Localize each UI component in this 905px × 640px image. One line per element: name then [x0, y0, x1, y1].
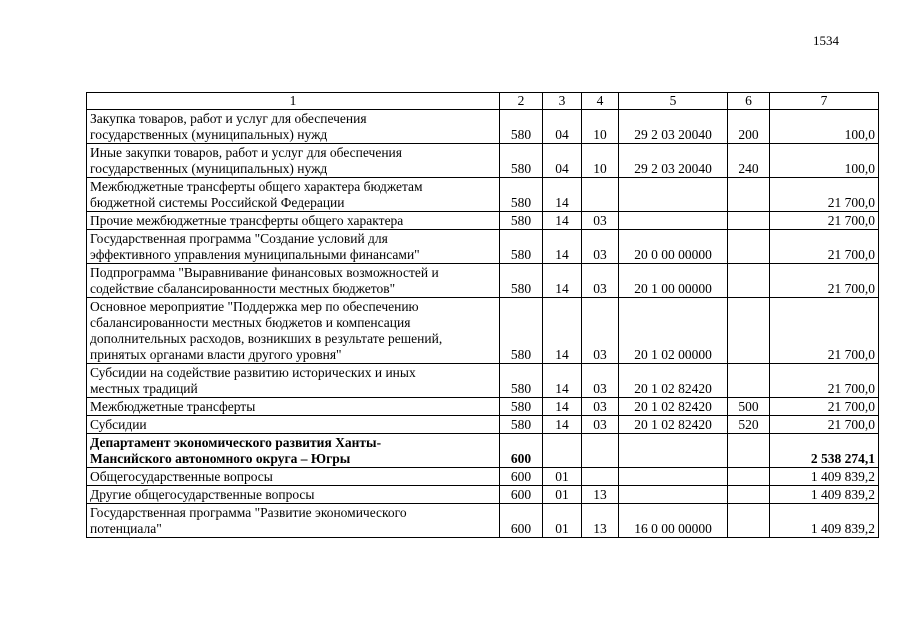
header-col-1: 1 — [87, 93, 500, 110]
cell-c6 — [728, 504, 770, 538]
cell-name-line: местных традиций — [90, 381, 198, 396]
cell-c3: 01 — [543, 468, 582, 486]
cell-name-line: бюджетной системы Российской Федерации — [90, 195, 345, 210]
cell-c7: 21 700,0 — [770, 212, 879, 230]
cell-name-line: Подпрограмма "Выравнивание финансовых возможностей и — [90, 265, 439, 280]
table-row — [87, 230, 879, 264]
cell-c3: 14 — [543, 178, 582, 212]
cell-name — [87, 504, 500, 538]
table-row — [87, 178, 879, 212]
cell-c7: 21 700,0 — [770, 264, 879, 298]
cell-c3: 14 — [543, 398, 582, 416]
cell-name-line: Межбюджетные трансферты общего характера бюджетам — [90, 179, 423, 194]
table-row — [87, 110, 879, 144]
cell-name — [87, 364, 500, 398]
cell-c2: 580 — [500, 110, 543, 144]
cell-name — [87, 298, 500, 364]
cell-c4: 13 — [582, 486, 619, 504]
cell-c4 — [582, 434, 619, 468]
cell-c2: 580 — [500, 298, 543, 364]
cell-c2: 580 — [500, 398, 543, 416]
table-row — [87, 434, 879, 468]
cell-c4: 03 — [582, 416, 619, 434]
cell-name — [87, 144, 500, 178]
cell-name — [87, 434, 500, 468]
cell-name — [87, 264, 500, 298]
cell-c7: 100,0 — [770, 144, 879, 178]
cell-c6: 200 — [728, 110, 770, 144]
cell-c4: 13 — [582, 504, 619, 538]
table-row — [87, 212, 879, 230]
cell-c5: 20 1 02 82420 — [619, 416, 728, 434]
page-number: 1534 — [813, 33, 839, 48]
cell-c4: 10 — [582, 144, 619, 178]
cell-c5: 20 1 02 82420 — [619, 364, 728, 398]
cell-name-line: государственных (муниципальных) нужд — [90, 127, 328, 142]
cell-name-line: Межбюджетные трансферты — [90, 399, 256, 414]
cell-c7: 21 700,0 — [770, 230, 879, 264]
cell-c4: 03 — [582, 230, 619, 264]
cell-name-line: Общегосударственные вопросы — [90, 469, 273, 484]
cell-c6 — [728, 298, 770, 364]
cell-c6 — [728, 364, 770, 398]
table-row — [87, 298, 879, 364]
table-row — [87, 364, 879, 398]
cell-c4: 10 — [582, 110, 619, 144]
header-col-2: 2 — [500, 93, 543, 110]
cell-name-line: Государственная программа "Создание условий для — [90, 231, 388, 246]
cell-name-line: Государственная программа "Развитие экономического — [90, 505, 407, 520]
cell-c5: 20 1 00 00000 — [619, 264, 728, 298]
cell-name-line: Другие общегосударственные вопросы — [90, 487, 315, 502]
cell-c6 — [728, 468, 770, 486]
cell-c6 — [728, 178, 770, 212]
cell-c7: 21 700,0 — [770, 416, 879, 434]
cell-c5: 20 1 02 82420 — [619, 398, 728, 416]
cell-c2: 580 — [500, 416, 543, 434]
cell-c5 — [619, 486, 728, 504]
cell-c6: 500 — [728, 398, 770, 416]
table-header-row — [87, 93, 879, 110]
cell-c2: 580 — [500, 264, 543, 298]
cell-c7: 21 700,0 — [770, 298, 879, 364]
cell-name-line: Иные закупки товаров, работ и услуг для обеспечения — [90, 145, 402, 160]
cell-c4: 03 — [582, 398, 619, 416]
cell-c7: 2 538 274,1 — [770, 434, 879, 468]
cell-name — [87, 416, 500, 434]
cell-c2: 600 — [500, 486, 543, 504]
cell-c7: 21 700,0 — [770, 178, 879, 212]
table-body — [87, 110, 879, 538]
cell-name — [87, 398, 500, 416]
cell-c7: 1 409 839,2 — [770, 504, 879, 538]
cell-name-line: принятых органами власти другого уровня" — [90, 347, 342, 362]
cell-c7: 100,0 — [770, 110, 879, 144]
cell-c2: 580 — [500, 364, 543, 398]
cell-c4: 03 — [582, 212, 619, 230]
header-col-5: 5 — [619, 93, 728, 110]
cell-c5: 29 2 03 20040 — [619, 144, 728, 178]
table-row — [87, 468, 879, 486]
cell-c6 — [728, 212, 770, 230]
cell-name — [87, 212, 500, 230]
cell-c2: 580 — [500, 178, 543, 212]
cell-c5: 20 1 02 00000 — [619, 298, 728, 364]
cell-c3: 14 — [543, 298, 582, 364]
cell-c3: 04 — [543, 110, 582, 144]
cell-name-line: эффективного управления муниципальными финансами" — [90, 247, 420, 262]
cell-c4: 03 — [582, 364, 619, 398]
table-row — [87, 398, 879, 416]
cell-name — [87, 230, 500, 264]
cell-c2: 600 — [500, 434, 543, 468]
cell-c2: 600 — [500, 468, 543, 486]
table-row — [87, 416, 879, 434]
cell-c7: 21 700,0 — [770, 364, 879, 398]
header-col-6: 6 — [728, 93, 770, 110]
cell-name-line: дополнительных расходов, возникших в результате решений, — [90, 331, 443, 346]
cell-c6 — [728, 264, 770, 298]
table-row — [87, 504, 879, 538]
cell-c6: 240 — [728, 144, 770, 178]
header-col-4: 4 — [582, 93, 619, 110]
table-row — [87, 264, 879, 298]
cell-c2: 580 — [500, 144, 543, 178]
cell-c5 — [619, 434, 728, 468]
cell-c4: 03 — [582, 264, 619, 298]
cell-name — [87, 486, 500, 504]
cell-name-line: Закупка товаров, работ и услуг для обеспечения — [90, 111, 367, 126]
cell-name-line: содействие сбалансированности местных бюджетов" — [90, 281, 396, 296]
cell-name — [87, 468, 500, 486]
cell-c2: 580 — [500, 212, 543, 230]
cell-c4 — [582, 178, 619, 212]
cell-c3: 14 — [543, 230, 582, 264]
cell-c3: 14 — [543, 364, 582, 398]
cell-c7: 1 409 839,2 — [770, 486, 879, 504]
table-row — [87, 144, 879, 178]
cell-c3: 14 — [543, 212, 582, 230]
header-col-3: 3 — [543, 93, 582, 110]
cell-name — [87, 178, 500, 212]
budget-table — [86, 92, 879, 538]
cell-c6: 520 — [728, 416, 770, 434]
cell-c2: 580 — [500, 230, 543, 264]
cell-name-line: Прочие межбюджетные трансферты общего характера — [90, 213, 404, 228]
cell-c3: 14 — [543, 264, 582, 298]
cell-name-line: Департамент экономического развития Ханты- — [90, 435, 382, 450]
cell-c7: 21 700,0 — [770, 398, 879, 416]
header-col-7: 7 — [770, 93, 879, 110]
cell-name-line: Субсидии на содействие развитию исторических и иных — [90, 365, 416, 380]
cell-c5 — [619, 468, 728, 486]
cell-c3: 01 — [543, 504, 582, 538]
cell-c6 — [728, 486, 770, 504]
cell-c5 — [619, 212, 728, 230]
cell-c3 — [543, 434, 582, 468]
cell-c4 — [582, 468, 619, 486]
cell-c6 — [728, 434, 770, 468]
cell-name — [87, 110, 500, 144]
cell-c5: 29 2 03 20040 — [619, 110, 728, 144]
cell-c7: 1 409 839,2 — [770, 468, 879, 486]
cell-c5: 16 0 00 00000 — [619, 504, 728, 538]
cell-c3: 14 — [543, 416, 582, 434]
cell-c4: 03 — [582, 298, 619, 364]
cell-c5 — [619, 178, 728, 212]
cell-name-line: сбалансированности местных бюджетов и компенсация — [90, 315, 411, 330]
cell-c2: 600 — [500, 504, 543, 538]
cell-c5: 20 0 00 00000 — [619, 230, 728, 264]
cell-c3: 01 — [543, 486, 582, 504]
cell-name-line: потенциала" — [90, 521, 162, 536]
cell-name-line: Мансийского автономного округа – Югры — [90, 451, 351, 466]
cell-name-line: государственных (муниципальных) нужд — [90, 161, 328, 176]
cell-name-line: Основное мероприятие "Поддержка мер по обеспечению — [90, 299, 419, 314]
cell-c6 — [728, 230, 770, 264]
cell-name-line: Субсидии — [90, 417, 147, 432]
table-row — [87, 486, 879, 504]
cell-c3: 04 — [543, 144, 582, 178]
